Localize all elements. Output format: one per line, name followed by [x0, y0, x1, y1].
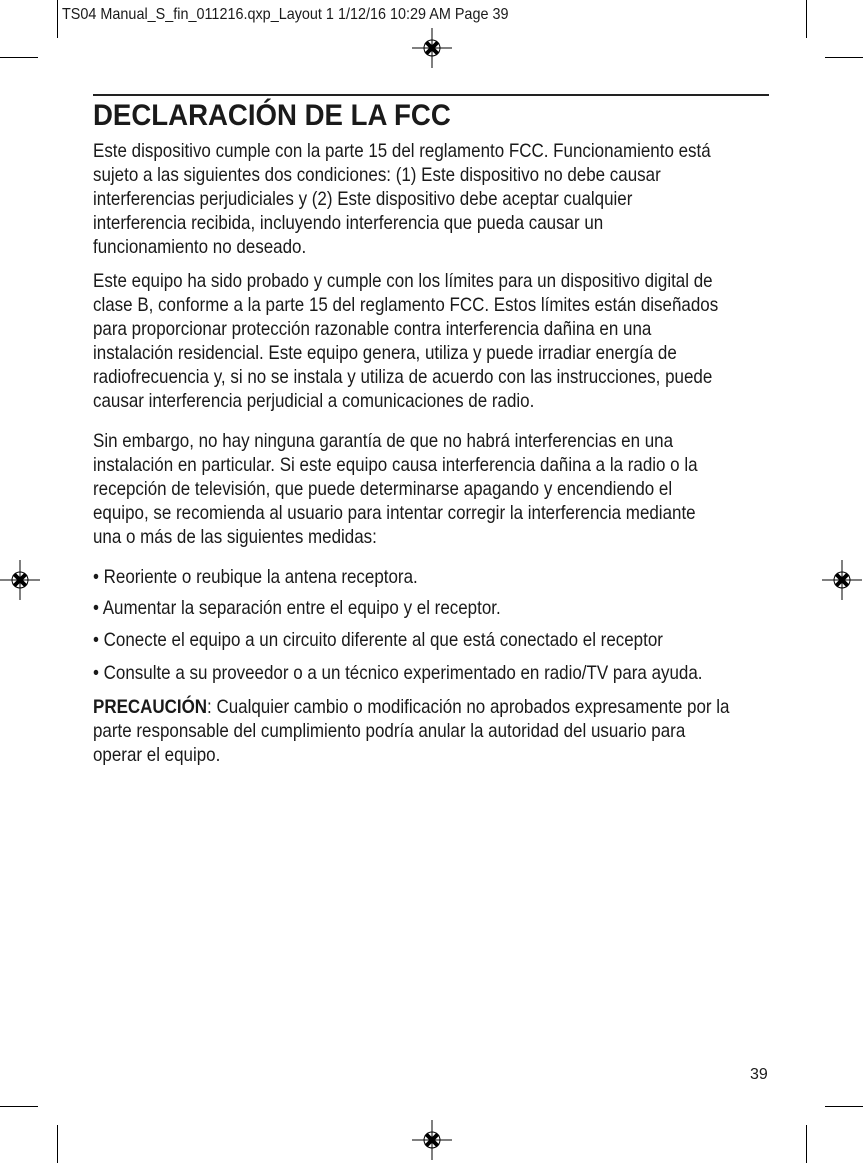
- text-line: radiofrecuencia y, si no se instala y utiliza de acuerdo con las instrucciones, puede: [93, 366, 713, 388]
- text-line: recepción de televisión, que puede determinarse apagando y encendiendo el: [93, 478, 673, 500]
- caution-label: PRECAUCIÓN: [93, 696, 208, 718]
- bullet-item: • Conecte el equipo a un circuito diferente al que está conectado el receptor: [93, 629, 663, 651]
- text-line: parte responsable del cumplimiento podría anular la autoridad del usuario para: [93, 720, 686, 742]
- text-line: equipo, se recomienda al usuario para intentar corregir la interferencia mediante: [93, 502, 696, 524]
- page-number: 39: [750, 1066, 768, 1083]
- text-line: instalación residencial. Este equipo genera, utiliza y puede irradiar energía de: [93, 342, 677, 364]
- caution-text: : Cualquier cambio o modificación no aprobados expresamente por la: [207, 696, 730, 718]
- caution-line: [93, 695, 730, 719]
- text-line: una o más de las siguientes medidas:: [93, 526, 377, 548]
- crop-mark: [0, 1106, 38, 1107]
- text-line: interferencia recibida, incluyendo interferencia que pueda causar un: [93, 212, 604, 234]
- registration-mark-icon: [822, 560, 862, 600]
- title-rule: [93, 94, 769, 96]
- text-line: causar interferencia perjudicial a comunicaciones de radio.: [93, 390, 535, 412]
- registration-mark-icon: [0, 560, 40, 600]
- text-line: interferencias perjudiciales y (2) Este dispositivo debe aceptar cualquier: [93, 188, 633, 210]
- crop-mark: [806, 0, 807, 38]
- text-line: clase B, conforme a la parte 15 del reglamento FCC. Estos límites están diseñados: [93, 294, 719, 316]
- text-line: instalación en particular. Si este equipo causa interferencia dañina a la radio o la: [93, 454, 698, 476]
- text-line: para proporcionar protección razonable contra interferencia dañina en una: [93, 318, 652, 340]
- text-line: Este equipo ha sido probado y cumple con los límites para un dispositivo digital de: [93, 270, 713, 292]
- bullet-item: • Reoriente o reubique la antena receptora.: [93, 566, 418, 588]
- text-line: sujeto a las siguientes dos condiciones: (1) Este dispositivo no debe causar: [93, 164, 661, 186]
- bullet-item: • Aumentar la separación entre el equipo y el receptor.: [93, 597, 501, 619]
- bullet-item: • Consulte a su proveedor o a un técnico experimentado en radio/TV para ayuda.: [93, 662, 703, 684]
- registration-mark-icon: [412, 1120, 452, 1160]
- crop-mark: [825, 1106, 863, 1107]
- registration-mark-icon: [412, 28, 452, 68]
- text-line: Sin embargo, no hay ninguna garantía de que no habrá interferencias en una: [93, 430, 674, 452]
- crop-mark: [57, 1125, 58, 1163]
- page-title: DECLARACIÓN DE LA FCC: [93, 99, 451, 132]
- text-line: operar el equipo.: [93, 744, 221, 766]
- crop-mark: [806, 1125, 807, 1163]
- print-slug: TS04 Manual_S_fin_011216.qxp_Layout 1 1/12/16 10:29 AM Page 39: [62, 6, 509, 23]
- text-line: funcionamiento no deseado.: [93, 236, 307, 258]
- text-line: Este dispositivo cumple con la parte 15 del reglamento FCC. Funcionamiento está: [93, 140, 711, 162]
- crop-mark: [0, 57, 38, 58]
- crop-mark: [57, 0, 58, 38]
- crop-mark: [825, 57, 863, 58]
